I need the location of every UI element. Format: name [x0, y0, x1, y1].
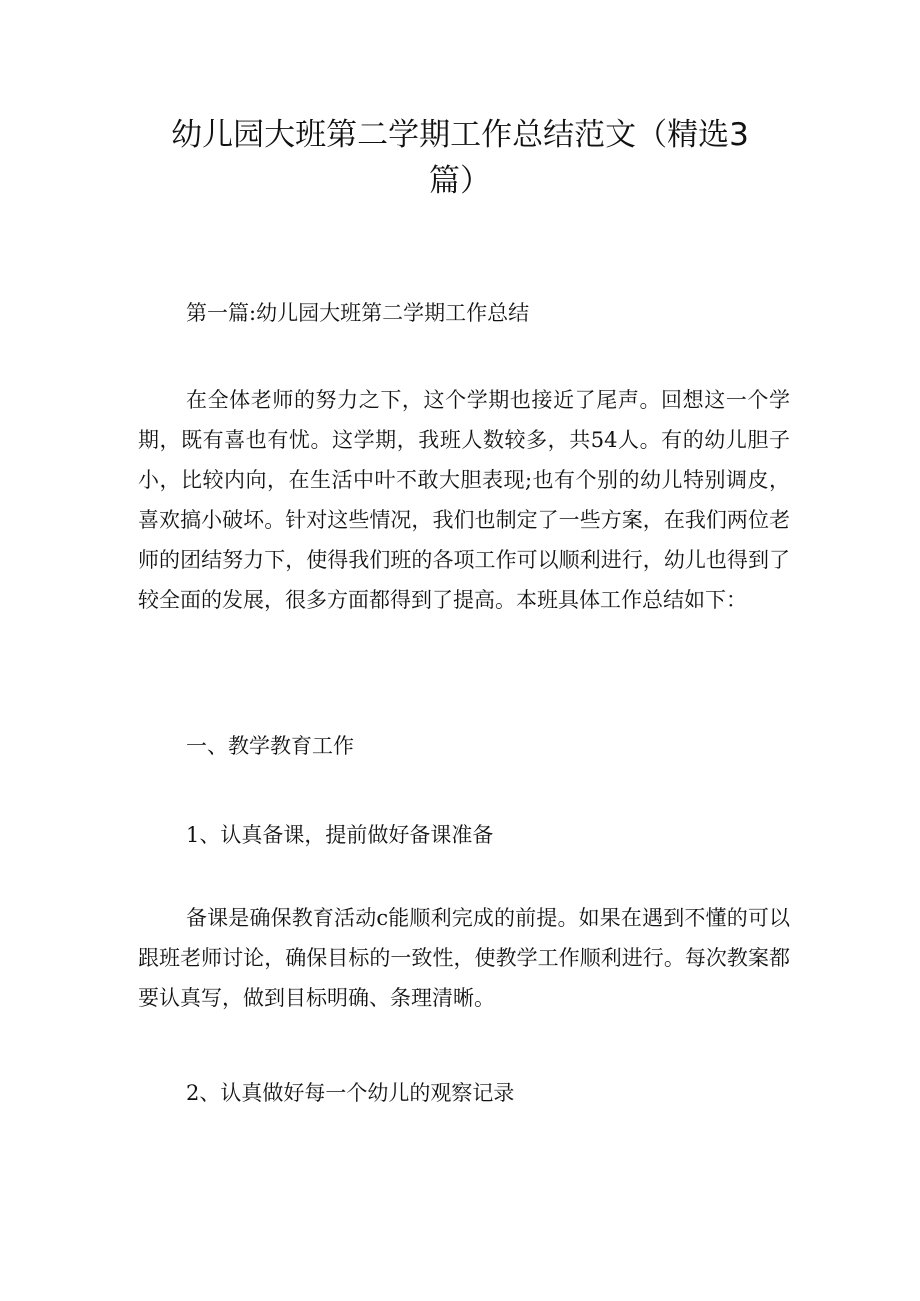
- part1-heading: 第一篇:幼儿园大班第二学期工作总结: [186, 301, 530, 325]
- item1-paragraph: 备课是确保教育活动c能顺利完成的前提。如果在遇到不懂的可以跟班老师讨论，确保目标的一致性，使教学工作顺利进行。每次教案都要认真写，做到目标明确、条理清晰。: [138, 906, 790, 1010]
- intro-paragraph: 在全体老师的努力之下，这个学期也接近了尾声。回想这一个学期，既有喜也有忧。这学期，我班人数较多，共54人。有的幼儿胆子小，比较内向，在生活中叶不敢大胆表现;也有个别的幼儿特别调皮，喜欢搞小破坏。针对这些情况，我们也制定了一些方案，在我们两位老师的团结努力下，使得我们班的各项工作可以顺利进行，幼儿也得到了较全面的发展，很多方面都得到了提高。本班具体工作总结如下：: [138, 388, 790, 612]
- document-title: 幼儿园大班第二学期工作总结范文（精选3篇）: [171, 117, 749, 199]
- section1-heading: 一、教学教育工作: [186, 734, 354, 758]
- item1-heading: 1、认真备课，提前做好备课准备: [186, 823, 494, 847]
- item2-heading: 2、认真做好每一个幼儿的观察记录: [186, 1081, 515, 1105]
